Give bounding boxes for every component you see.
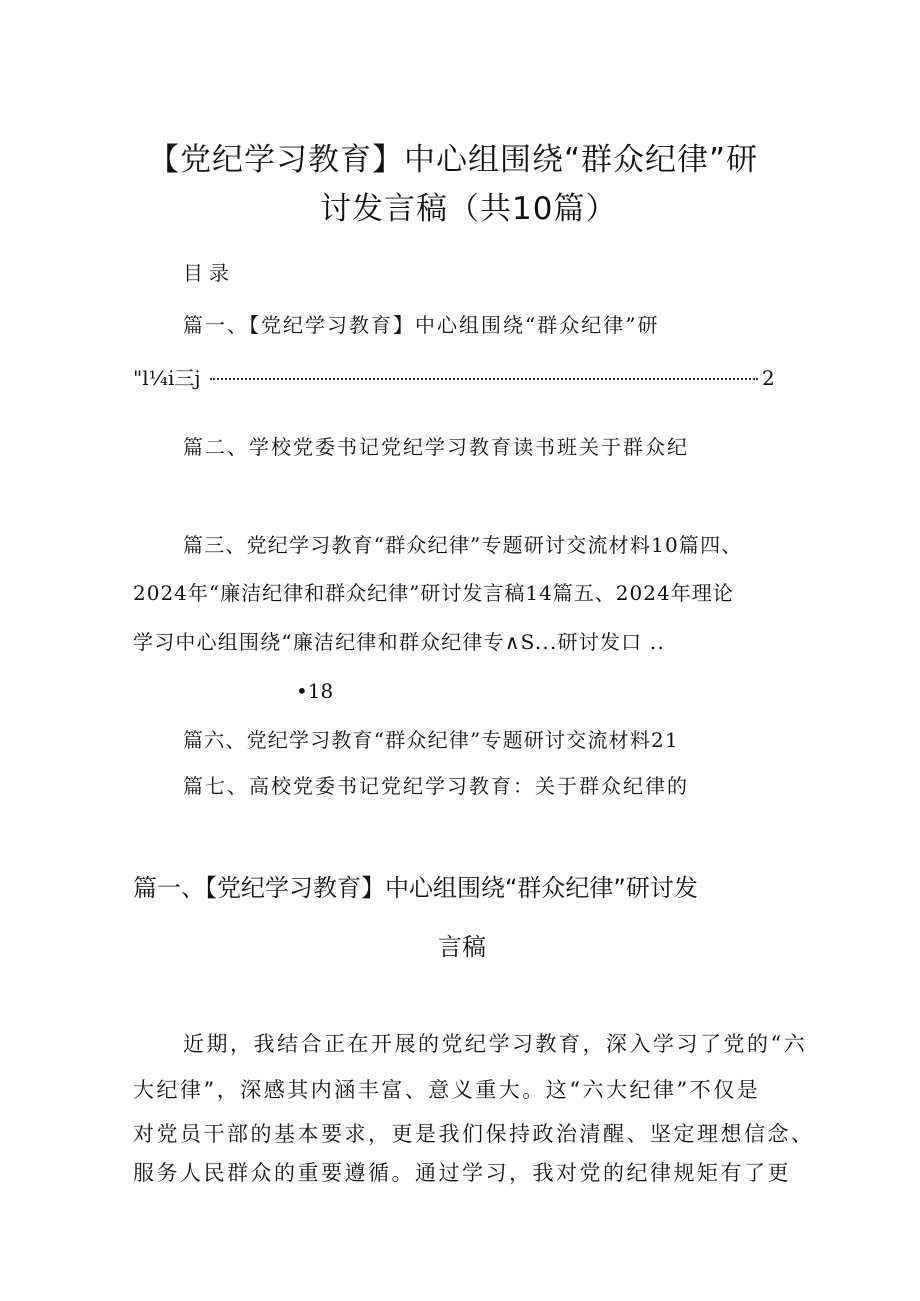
toc-entry-2: 篇二、学校党委书记党纪学习教育读书班关于群众纪 bbox=[183, 435, 689, 459]
body-line-1: 近期，我结合正在开展的党纪学习教育，深入学习了党的“六 bbox=[183, 1032, 808, 1056]
toc-entry-1-continuation: "l¼i三j bbox=[133, 366, 201, 390]
toc-entry-5-page: •18 bbox=[296, 679, 334, 703]
toc-heading: 目录 bbox=[183, 261, 235, 285]
toc-entry-7: 篇七、高校党委书记党纪学习教育：关于群众纪律的 bbox=[183, 774, 689, 798]
toc-entry-1: 篇一、【党纪学习教育】中心组围绕“群众纪律”研 bbox=[183, 313, 660, 337]
document-title-line-2: 讨发言稿（共10篇） bbox=[320, 191, 618, 227]
toc-entry-6: 篇六、党纪学习教育“群众纪律”专题研讨交流材料21 bbox=[183, 728, 679, 752]
section-heading-line-2: 言稿 bbox=[438, 933, 486, 961]
toc-page-number: 2 bbox=[762, 366, 775, 390]
section-heading-line-1: 篇一、【党纪学习教育】中心组围绕“群众纪律”研讨发 bbox=[133, 874, 698, 902]
toc-entry-4: 2024年“廉洁纪律和群众纪律”研讨发言稿14篇五、2024年理论 bbox=[133, 581, 734, 605]
body-line-4: 服务人民群众的重要遵循。通过学习，我对党的纪律规矩有了更 bbox=[133, 1161, 791, 1185]
body-line-2: 大纪律”，深感其内涵丰富、意义重大。这“六大纪律”不仅是 bbox=[133, 1078, 761, 1102]
toc-dot-leader bbox=[210, 378, 758, 380]
body-line-3: 对党员干部的基本要求，更是我们保持政治清醒、坚定理想信念、 bbox=[133, 1122, 815, 1146]
toc-entry-5: 学习中心组围绕“廉洁纪律和群众纪律专∧S...研讨发口 .. bbox=[133, 630, 665, 654]
document-title-line-1: 【党纪学习教育】中心组围绕“群众纪律”研 bbox=[148, 142, 759, 178]
toc-entry-3: 篇三、党纪学习教育“群众纪律”专题研讨交流材料10篇四、 bbox=[183, 533, 743, 557]
